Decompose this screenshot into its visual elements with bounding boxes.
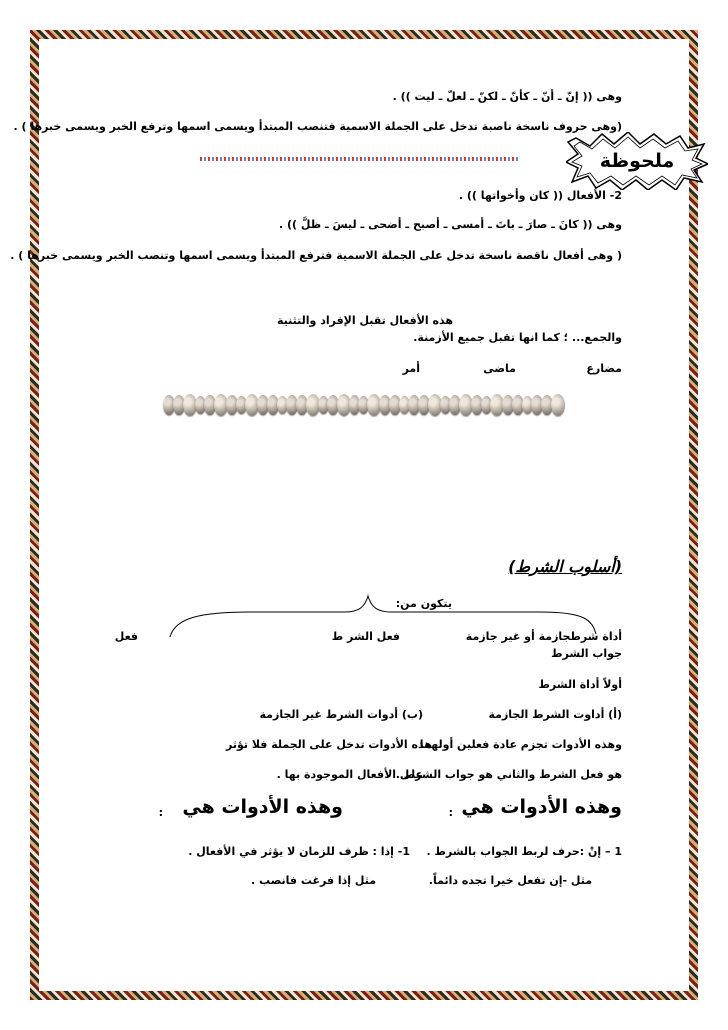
non-jazima-tools-heading: (ب) أدوات الشرط غير الجازمة bbox=[259, 708, 423, 721]
non-jazima-description-2: على الأفعال الموجودة بها . bbox=[276, 768, 423, 781]
verbs-note-line2: والجمع... ؛ كما انها تقبل جميع الأزمنة. bbox=[413, 331, 622, 344]
idha-tool-example: مثل إذا فرغت فانصب . bbox=[251, 874, 376, 887]
tense-imperative: أمر bbox=[402, 362, 420, 375]
first-tool-heading: أولاً أداة الشرط bbox=[538, 678, 622, 691]
stones-divider bbox=[163, 393, 563, 417]
inna-sisters-list: وهى (( إنّ ـ أنّ ـ كأنّ ـ لكنّ ـ لعلّ ـ ليت )) . bbox=[392, 90, 622, 103]
note-badge bbox=[566, 132, 708, 190]
condition-title: (أسلوب الشرط) bbox=[508, 557, 622, 576]
note-badge-label: ملحوظة bbox=[599, 150, 675, 172]
composed-of-label: يتكون من: bbox=[395, 597, 452, 610]
jazima-tools-colon: : bbox=[448, 806, 453, 819]
inna-definition: (وهى حروف ناسخة ناصبة تدخل على الجملة الاسمية فتنصب المبتدأ ويسمى اسمها وترفع الخبر ويسمى خبرها ) . bbox=[13, 120, 622, 133]
kana-definition: ( وهى أفعال ناقصة ناسخة تدخل على الجملة الاسمية فترفع المبتدأ ويسمى اسمها وتنصب الخبر ويسمى خبرها ) . bbox=[10, 249, 622, 262]
part-answer-verb: فعل bbox=[114, 630, 138, 643]
tense-past: ماضى bbox=[483, 362, 516, 375]
jazima-description-1: وهذه الأدوات تجزم عادة فعلين أولهما bbox=[419, 738, 622, 751]
part-answer-condition: جواب الشرط bbox=[551, 647, 622, 660]
in-tool-example: مثل -إن تفعل خيرا تجده دائماً. bbox=[428, 874, 592, 887]
non-jazima-description-1: هذه الأدوات تدخل على الجملة فلا تؤثر bbox=[225, 738, 432, 751]
verbs-note-line1: هذه الأفعال تقبل الإفراد والتثنية bbox=[277, 314, 453, 327]
in-tool-definition: 1 – إنْ :حرف لربط الجواب بالشرط . bbox=[426, 845, 622, 858]
kana-sisters-list: وهى (( كانَ ـ صارَ ـ باتَ ـ أمسى ـ أصبح ـ أضحى ـ ليسَ ـ ظلَّ )) . bbox=[279, 218, 622, 231]
tense-present: مضارع bbox=[586, 362, 622, 375]
idha-tool-definition: 1- إذا : ظرف للزمان لا يؤثر في الأفعال . bbox=[188, 845, 410, 858]
kana-heading: 2- الأفعال (( كان وأخواتها )) . bbox=[458, 189, 622, 202]
non-jazima-tools-title: وهذه الأدوات هي bbox=[182, 796, 343, 818]
jazima-description-2: هو فعل الشرط والثاني هو جواب الشرط . bbox=[395, 768, 622, 781]
jazima-tools-title: وهذه الأدوات هي bbox=[461, 796, 622, 818]
jazima-tools-heading: (أ) أداوت الشرط الجازمة bbox=[488, 708, 622, 721]
non-jazima-tools-colon: : bbox=[158, 806, 163, 819]
part-condition-tool: أداة شرطجازمة أو غير جازمة bbox=[465, 630, 622, 643]
dotted-divider bbox=[200, 157, 518, 161]
part-condition-verb: فعل الشر ط bbox=[331, 630, 400, 643]
